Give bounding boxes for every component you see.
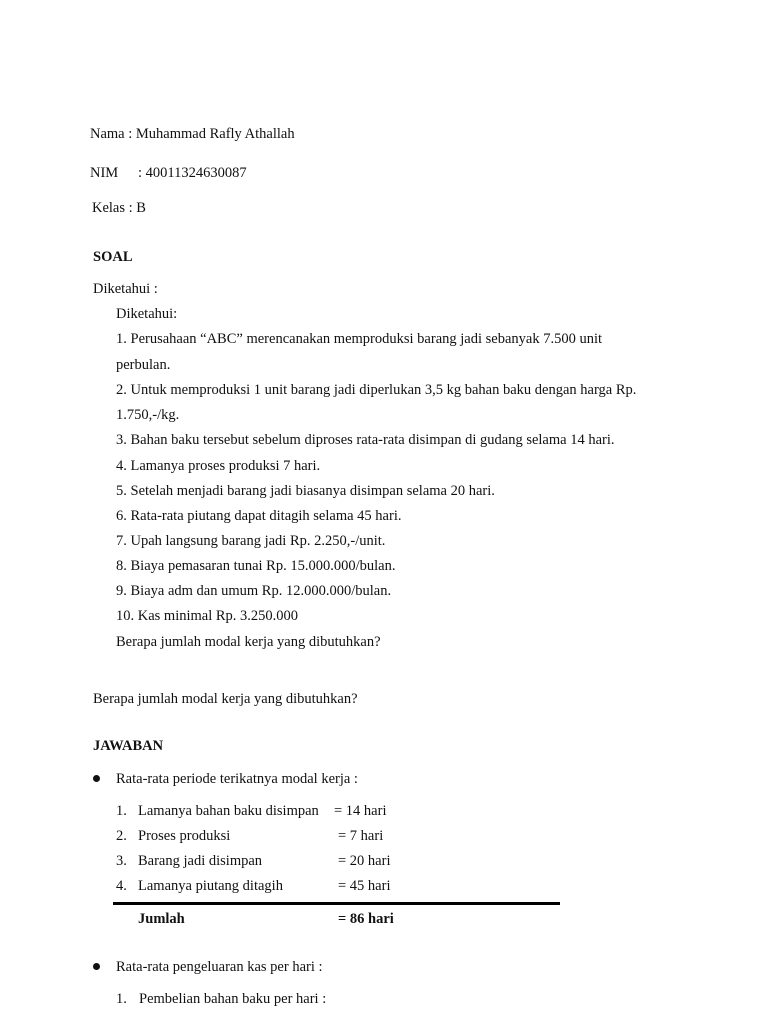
soal-line: 5. Setelah menjadi barang jadi biasanya disimpan selama 20 hari. bbox=[116, 483, 495, 499]
soal-line: 10. Kas minimal Rp. 3.250.000 bbox=[116, 608, 299, 624]
item-number: 1. bbox=[116, 803, 127, 819]
soal-line: 4. Lamanya proses produksi 7 hari. bbox=[116, 458, 321, 474]
question-text: Berapa jumlah modal kerja yang dibutuhkan? bbox=[93, 691, 358, 707]
diketahui-inner: Diketahui: bbox=[116, 306, 178, 322]
item-value: = 14 hari bbox=[334, 803, 387, 819]
bullet-text: Rata-rata pengeluaran kas per hari : bbox=[116, 959, 323, 975]
item-value: = 45 hari bbox=[338, 878, 391, 894]
total-divider bbox=[113, 902, 560, 905]
item-label: Lamanya bahan baku disimpan bbox=[138, 803, 319, 819]
student-name: Nama : Muhammad Rafly Athallah bbox=[90, 126, 295, 142]
soal-line: 6. Rata-rata piutang dapat ditagih selama 45 hari. bbox=[116, 508, 402, 524]
soal-line: 8. Biaya pemasaran tunai Rp. 15.000.000/bulan. bbox=[116, 558, 396, 574]
bullet-text: Rata-rata periode terikatnya modal kerja : bbox=[116, 771, 358, 787]
item-value: = 20 hari bbox=[338, 853, 391, 869]
sub-item-number: 1. bbox=[116, 991, 127, 1007]
class-info: Kelas : B bbox=[92, 200, 146, 216]
item-label: Proses produksi bbox=[138, 828, 231, 844]
nim-label: NIM bbox=[90, 165, 119, 181]
item-number: 3. bbox=[116, 853, 127, 869]
item-label: Lamanya piutang ditagih bbox=[138, 878, 283, 894]
sub-item-label: Pembelian bahan baku per hari : bbox=[139, 991, 327, 1007]
soal-line: 3. Bahan baku tersebut sebelum diproses rata-rata disimpan di gudang selama 14 hari. bbox=[116, 432, 615, 448]
item-label: Barang jadi disimpan bbox=[138, 853, 263, 869]
soal-heading: SOAL bbox=[93, 249, 133, 265]
nim-value: : 40011324630087 bbox=[138, 165, 247, 181]
bullet-icon bbox=[93, 775, 100, 782]
soal-line: 1. Perusahaan “ABC” merencanakan memproduksi barang jadi sebanyak 7.500 unit bbox=[116, 331, 603, 347]
soal-line: 9. Biaya adm dan umum Rp. 12.000.000/bulan. bbox=[116, 583, 392, 599]
item-number: 4. bbox=[116, 878, 127, 894]
item-value: = 7 hari bbox=[338, 828, 384, 844]
soal-line: Berapa jumlah modal kerja yang dibutuhkan? bbox=[116, 634, 381, 650]
diketahui-outer: Diketahui : bbox=[93, 281, 158, 297]
bullet-icon bbox=[93, 963, 100, 970]
soal-line: 1.750,-/kg. bbox=[116, 407, 180, 423]
total-value: = 86 hari bbox=[338, 911, 394, 927]
soal-line: 2. Untuk memproduksi 1 unit barang jadi diperlukan 3,5 kg bahan baku dengan harga Rp. bbox=[116, 382, 637, 398]
soal-line: perbulan. bbox=[116, 357, 171, 373]
jawaban-heading: JAWABAN bbox=[93, 738, 164, 754]
soal-line: 7. Upah langsung barang jadi Rp. 2.250,-/unit. bbox=[116, 533, 386, 549]
total-label: Jumlah bbox=[138, 911, 185, 927]
item-number: 2. bbox=[116, 828, 127, 844]
